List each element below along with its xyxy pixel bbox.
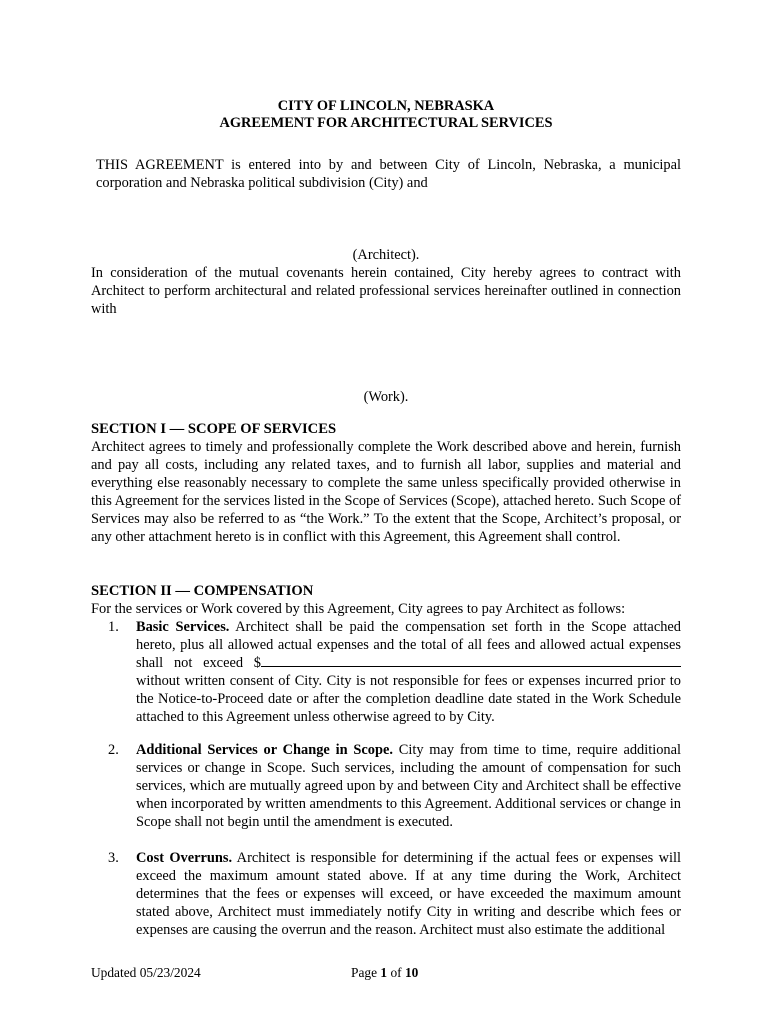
section-2-heading: SECTION II — COMPENSATION: [91, 583, 314, 599]
list-item-body: [136, 618, 681, 726]
page-of: of: [387, 965, 405, 980]
list-item-number: 1.: [108, 619, 119, 635]
list-item-cost-overruns: [108, 849, 681, 941]
list-item-title: Cost Overruns.: [136, 850, 233, 866]
section-1-heading: SECTION I — SCOPE OF SERVICES: [91, 421, 337, 437]
list-item-number: 3.: [108, 850, 119, 866]
page-total: 10: [404, 965, 419, 980]
list-item-body: [136, 741, 681, 831]
list-item-text: Architect shall be paid the compensation set forth in the Scope attached hereto, plus all allowed actual expenses and the total of all fees and allowed actual expenses shall not exceed $: [136, 619, 681, 671]
footer-updated-date: Updated 05/23/2024: [91, 965, 201, 980]
list-item-text: City may from time to time, require additional services or change in Scope. Such services, including the amount of compensation for such services, which are mutually agreed upon by and between City and Architect shall be effective when incorporated by written amendments to this Agreement. Additional services or change in Scope shall not begin until the amendment is executed.: [136, 742, 681, 830]
architect-label: (Architect).: [352, 247, 420, 263]
section-1-body: Architect agrees to timely and professionally complete the Work described above and herein, furnish and pay all costs, including any related taxes, and to furnish all labor, supplies and material and everything else reasonably necessary to complete the same unless specifically provided otherwise in this Agreement for the services listed in the Scope of Services (Scope), attached hereto. Such Scope of Services may also be referred to as “the Work.” To the extent that the Scope, Architect’s proposal, or any other attachment hereto is in conflict with this Agreement, this Agreement shall control.: [91, 439, 681, 545]
page-current: 1: [380, 965, 388, 980]
list-item-title: Additional Services or Change in Scope.: [136, 742, 393, 758]
intro-opening-paragraph: THIS AGREEMENT is entered into by and between City of Lincoln, Nebraska, a municipal corporation and Nebraska political subdivision (City) and: [96, 157, 681, 191]
list-item-additional-services: [108, 741, 681, 833]
list-item-body: [136, 849, 681, 939]
consideration-paragraph: In consideration of the mutual covenants herein contained, City hereby agrees to contract with Architect to perform architectural and related professional services hereinafter outlined in connection with: [91, 265, 681, 317]
document-title-line-2: AGREEMENT FOR ARCHITECTURAL SERVICES: [219, 115, 553, 131]
list-item-basic-services: [108, 618, 681, 726]
list-item-number: 2.: [108, 742, 119, 758]
document-title-line-1: CITY OF LINCOLN, NEBRASKA: [277, 98, 495, 114]
list-item-text: Architect is responsible for determining if the actual fees or expenses will exceed the maximum amount stated above. If at any time during the Work, Architect determines that the fees or expenses will exceed, or have exceeded the maximum amount stated above, Architect must immediately notify City in writing and describe which fees or expenses are causing the overrun and the reason. Architect must also estimate the additional: [136, 850, 681, 938]
amount-blank-line: [261, 654, 681, 667]
footer-page-number: [351, 965, 418, 981]
page-prefix: Page: [351, 965, 381, 980]
work-label: (Work).: [363, 389, 409, 405]
section-2-lead: For the services or Work covered by this Agreement, City agrees to pay Architect as follows:: [91, 601, 626, 617]
list-item-text-continued: without written consent of City. City is not responsible for fees or expenses incurred prior to the Notice-to-Proceed date or after the completion deadline date stated in the Work Schedule attached to this Agreement unless otherwise agreed to by City.: [136, 673, 681, 725]
list-item-title: Basic Services.: [136, 619, 230, 635]
